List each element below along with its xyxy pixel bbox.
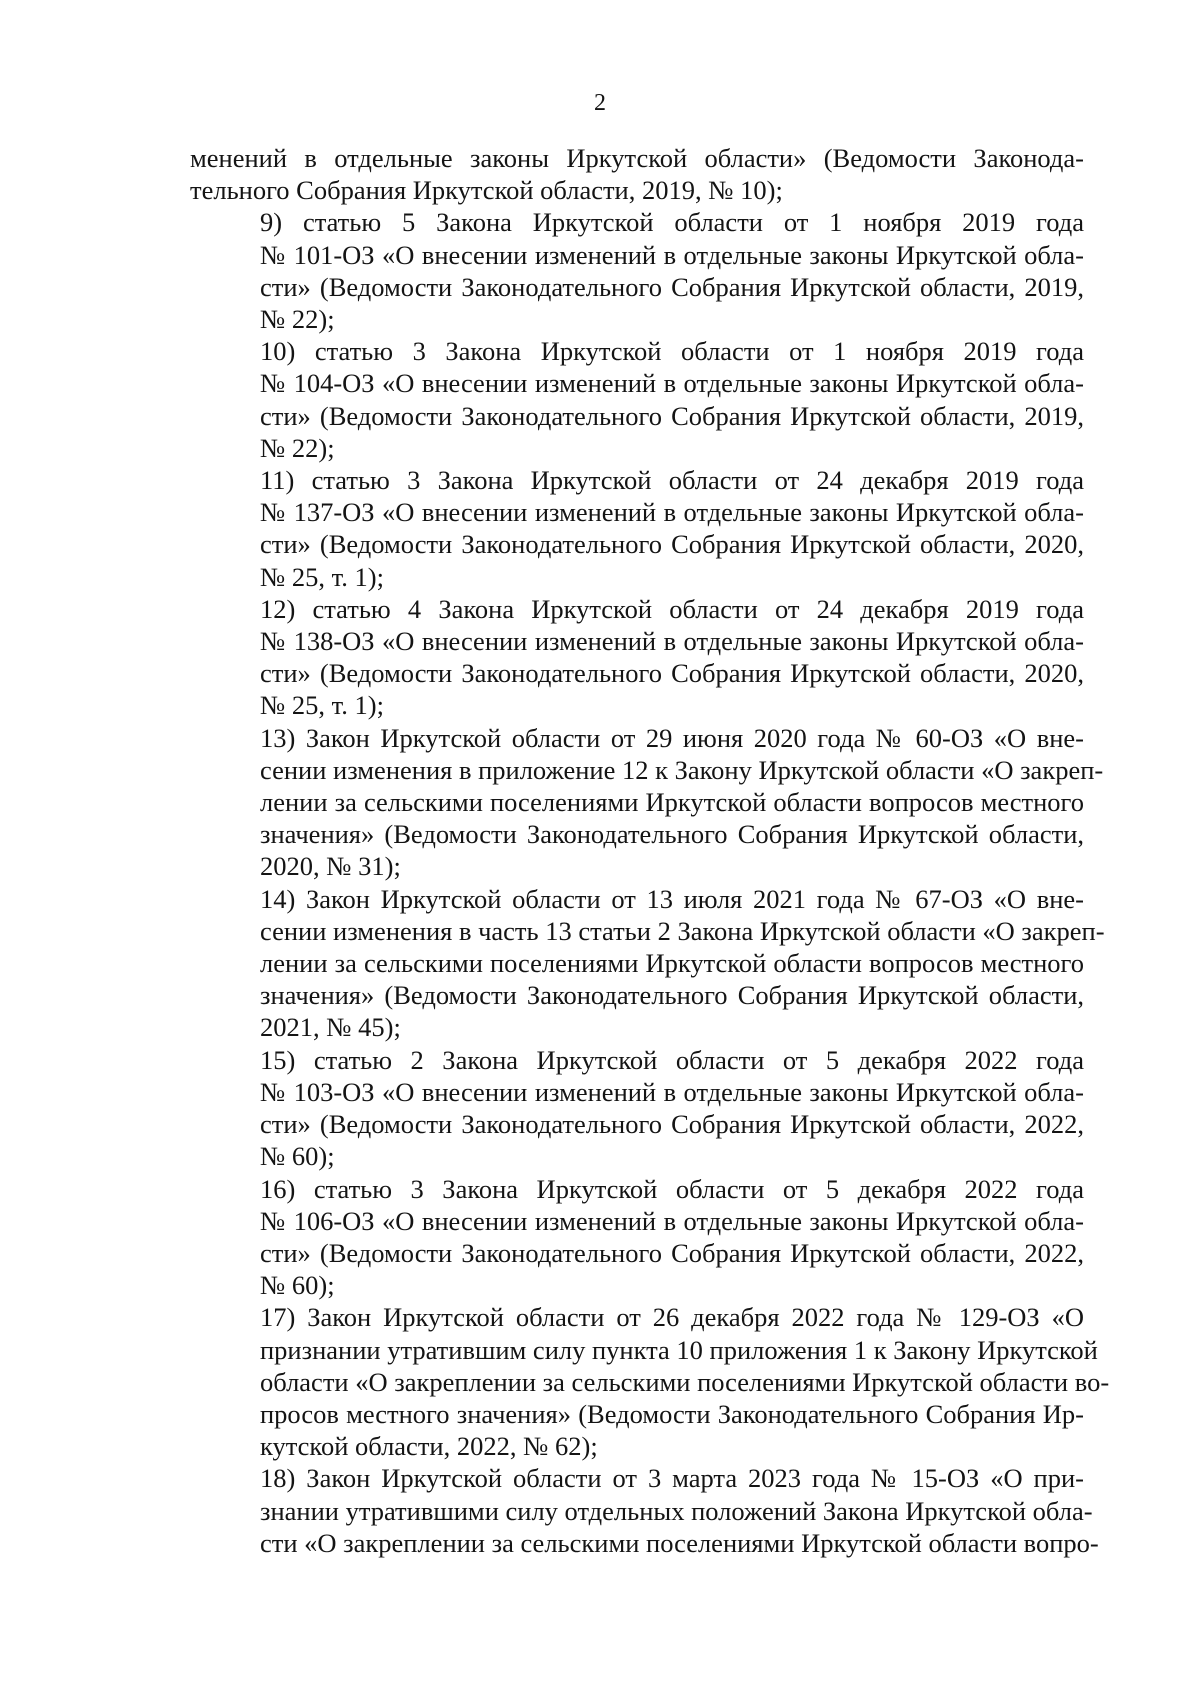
text-line: 12) статью 4 Закона Иркутской области от 24 декабря 2019 года [260,593,1084,624]
text-line: сении изменения в часть 13 статьи 2 Закона Иркутской области «О закреп- [260,915,1105,946]
text-line: № 106-ОЗ «О внесении изменений в отдельные законы Иркутской обла- [260,1205,1084,1236]
text-line: 11) статью 3 Закона Иркутской области от 24 декабря 2019 года [260,465,1084,496]
text-line: лении за сельскими поселениями Иркутской области вопросов местного [260,948,1084,979]
text-line: области «О закреплении за сельскими поселениями Иркутской области во- [260,1366,1110,1397]
list-item [190,883,1105,1044]
text-line: менений в отдельные законы Иркутской области» (Ведомости Законода- [190,143,1084,173]
page-number: 2 [594,90,606,116]
text-line: № 22); [260,432,335,463]
text-line: 10) статью 3 Закона Иркутской области от 1 ноября 2019 года [260,336,1084,367]
text-line: сти «О закреплении за сельскими поселениями Иркутской области вопро- [260,1527,1099,1558]
text-line: знании утратившими силу отдельных положений Закона Иркутской обла- [260,1495,1093,1526]
list-item [190,206,1084,335]
text-line: 13) Закон Иркутской области от 29 июня 2020 года № 60-ОЗ «О вне- [260,722,1084,753]
list-item [190,335,1084,464]
list-item [190,1462,1099,1559]
text-line: сении изменения в приложение 12 к Закону Иркутской области «О закреп- [260,754,1104,785]
text-line: № 138-ОЗ «О внесении изменений в отдельные законы Иркутской обла- [260,626,1084,657]
text-line: 18) Закон Иркутской области от 3 марта 2023 года № 15-ОЗ «О при- [260,1463,1084,1494]
text-line: 2020, № 31); [260,851,401,882]
text-line: значения» (Ведомости Законодательного Собрания Иркутской области, [260,980,1084,1011]
text-line: сти» (Ведомости Законодательного Собрания Иркутской области, 2022, [260,1109,1084,1140]
text-line: № 137-ОЗ «О внесении изменений в отдельные законы Иркутской обла- [260,497,1084,528]
text-line: 17) Закон Иркутской области от 26 декабря 2022 года № 129-ОЗ «О [260,1302,1084,1333]
text-line: сти» (Ведомости Законодательного Собрания Иркутской области, 2020, [260,658,1084,689]
list-item [190,593,1084,722]
text-line: № 101-ОЗ «О внесении изменений в отдельные законы Иркутской обла- [260,239,1084,270]
text-line: сти» (Ведомости Законодательного Собрания Иркутской области, 2019, [260,400,1084,431]
list-item [190,1044,1084,1173]
text-line: № 25, т. 1); [260,561,384,592]
text-line: 16) статью 3 Закона Иркутской области от 5 декабря 2022 года [260,1173,1084,1204]
list-item [190,464,1084,593]
text-line: сти» (Ведомости Законодательного Собрания Иркутской области, 2019, [260,271,1084,302]
text-line: 9) статью 5 Закона Иркутской области от 1 ноября 2019 года [260,207,1084,238]
text-line: 15) статью 2 Закона Иркутской области от 5 декабря 2022 года [260,1044,1084,1075]
text-line: сти» (Ведомости Законодательного Собрания Иркутской области, 2022, [260,1237,1084,1268]
text-line: № 60); [260,1141,335,1172]
text-line: № 104-ОЗ «О внесении изменений в отдельные законы Иркутской обла- [260,368,1084,399]
text-line: № 22); [260,304,335,335]
document-body [190,142,1110,1559]
text-line: просов местного значения» (Ведомости Законодательного Собрания Ир- [260,1398,1084,1429]
list-item [190,142,1084,206]
text-line: сти» (Ведомости Законодательного Собрания Иркутской области, 2020, [260,529,1084,560]
text-line: значения» (Ведомости Законодательного Собрания Иркутской области, [260,819,1084,850]
text-line: 2021, № 45); [260,1012,401,1043]
text-line: лении за сельскими поселениями Иркутской области вопросов местного [260,787,1084,818]
text-line: признании утратившим силу пункта 10 приложения 1 к Закону Иркутской [260,1334,1098,1365]
list-item [190,1301,1110,1462]
text-line: тельного Собрания Иркутской области, 2019, № 10); [190,175,783,206]
text-line: кутской области, 2022, № 62); [260,1431,598,1462]
text-line: № 103-ОЗ «О внесении изменений в отдельные законы Иркутской обла- [260,1076,1084,1107]
text-line: 14) Закон Иркутской области от 13 июля 2021 года № 67-ОЗ «О вне- [260,883,1084,914]
list-item [190,722,1104,883]
text-line: № 60); [260,1270,335,1301]
text-line: № 25, т. 1); [260,690,384,721]
list-item [190,1173,1084,1302]
